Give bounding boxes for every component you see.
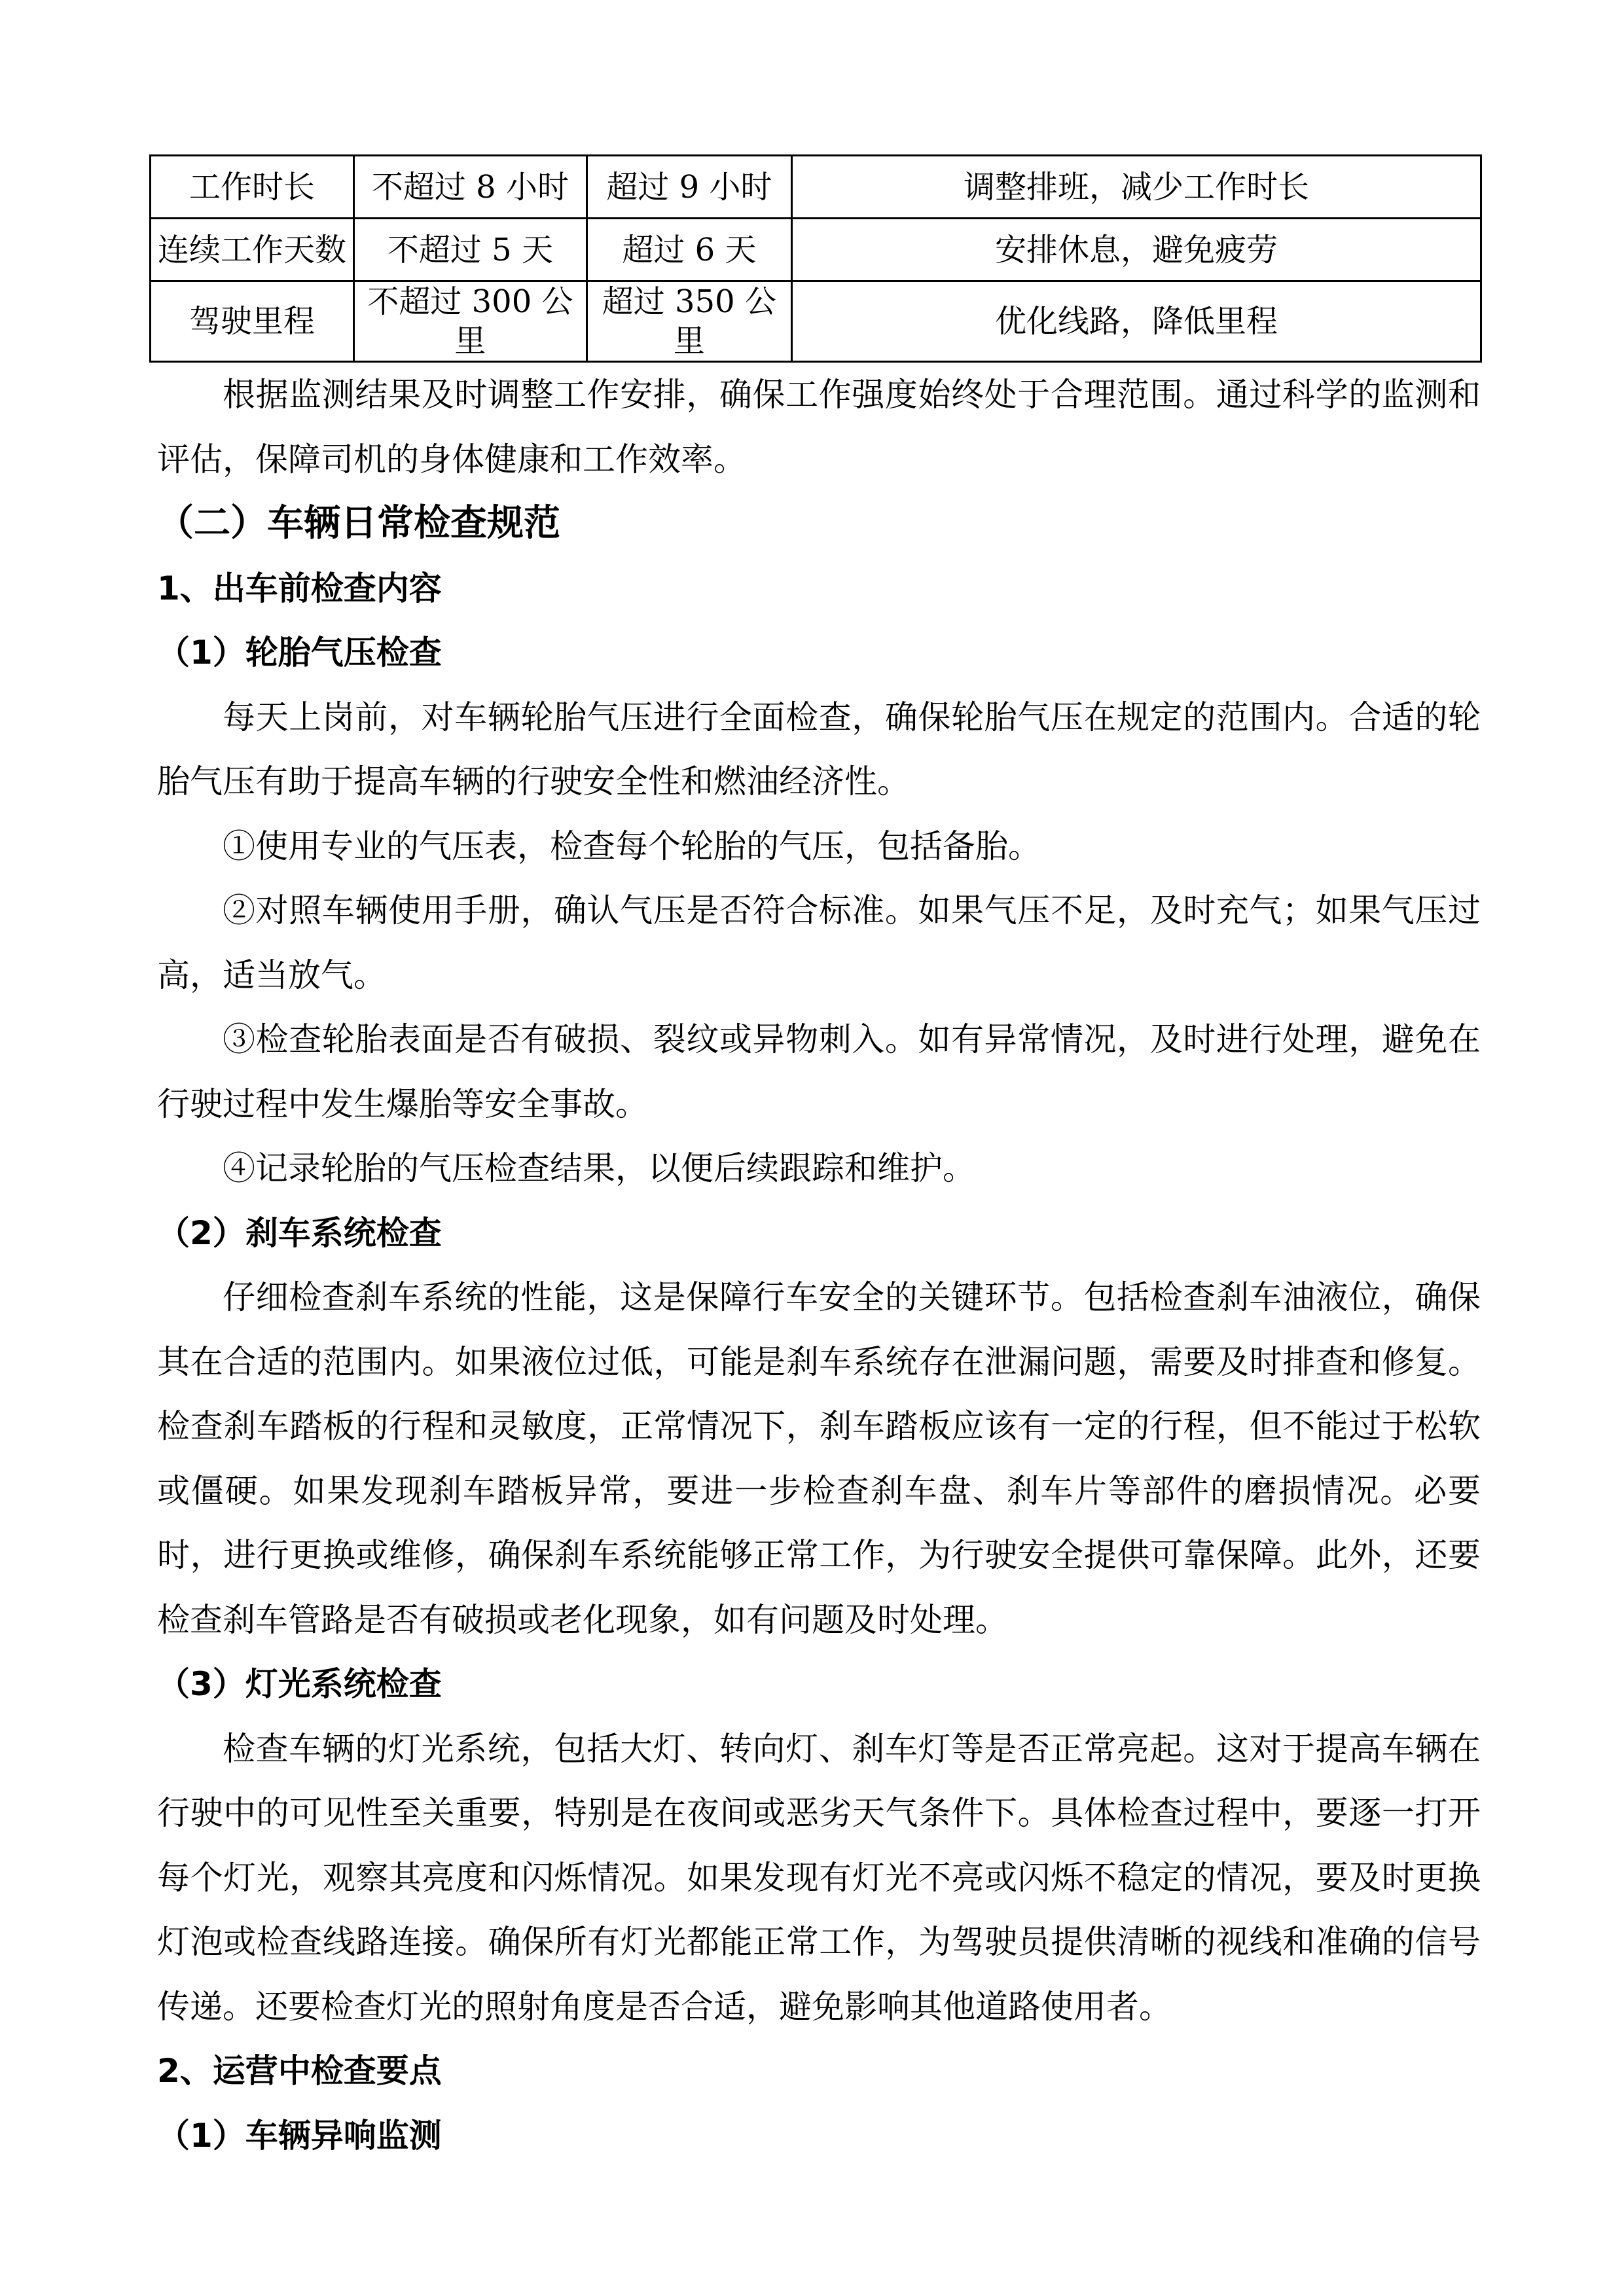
table-cell: 不超过 300 公里 (354, 281, 587, 362)
heading-noise-monitoring: （1）车辆异响监测 (157, 2116, 442, 2155)
table-cell: 工作时长 (151, 156, 354, 219)
subsection-in-operation: 2、运营中检查要点 (157, 2052, 442, 2090)
paragraph-tire-intro: 每天上岗前，对车辆轮胎气压进行全面检查，确保轮胎气压在规定的范围内。合适的轮胎气压有助于提高车辆的行驶安全性和燃油经济性。 (157, 698, 1481, 800)
list-item: ③检查轮胎表面是否有破损、裂纹或异物刺入。如有异常情况，及时进行处理，避免在行驶过程中发生爆胎等安全事故。 (157, 1020, 1481, 1123)
list-item: ④记录轮胎的气压检查结果，以便后续跟踪和维护。 (223, 1149, 975, 1187)
table-cell: 不超过 5 天 (354, 219, 587, 281)
table-cell: 不超过 8 小时 (354, 156, 587, 219)
work-intensity-table (149, 154, 1482, 363)
heading-brake-system: （2）刹车系统检查 (157, 1213, 442, 1252)
table-cell: 超过 6 天 (586, 219, 791, 281)
table-row (151, 219, 1481, 281)
table-cell: 调整排班，减少工作时长 (791, 156, 1481, 219)
list-item: ②对照车辆使用手册，确认气压是否符合标准。如果气压不足，及时充气；如果气压过高，适当放气。 (157, 891, 1481, 994)
table-row (151, 156, 1481, 219)
heading-tire-pressure: （1）轮胎气压检查 (157, 634, 442, 672)
list-item: ①使用专业的气压表，检查每个轮胎的气压，包括备胎。 (223, 827, 1041, 865)
table-row (151, 281, 1481, 362)
table-cell: 连续工作天数 (151, 219, 354, 281)
section-title: （二）车辆日常检查规范 (157, 502, 560, 545)
table-cell: 安排休息，避免疲劳 (791, 219, 1481, 281)
table-cell: 超过 9 小时 (586, 156, 791, 219)
table-cell: 优化线路，降低里程 (791, 281, 1481, 362)
heading-light-system: （3）灯光系统检查 (157, 1665, 442, 1703)
table-cell: 驾驶里程 (151, 281, 354, 362)
paragraph-light: 检查车辆的灯光系统，包括大灯、转向灯、刹车灯等是否正常亮起。这对于提高车辆在行驶中的可见性至关重要，特别是在夜间或恶劣天气条件下。具体检查过程中，要逐一打开每个灯光，观察其亮度和闪烁情况。如果发现有灯光不亮或闪烁不稳定的情况，要及时更换灯泡或检查线路连接。确保所有灯光都能正常工作，为驾驶员提供清晰的视线和准确的信号传递。还要检查灯光的照射角度是否合适，避免影响其他道路使用者。 (157, 1729, 1481, 2026)
document-page (157, 154, 1481, 2168)
subsection-pre-departure: 1、出车前检查内容 (157, 569, 442, 607)
paragraph-monitoring: 根据监测结果及时调整工作安排，确保工作强度始终处于合理范围。通过科学的监测和评估，保障司机的身体健康和工作效率。 (157, 376, 1481, 478)
paragraph-brake: 仔细检查刹车系统的性能，这是保障行车安全的关键环节。包括检查刹车油液位，确保其在合适的范围内。如果液位过低，可能是刹车系统存在泄漏问题，需要及时排查和修复。检查刹车踏板的行程和灵敏度，正常情况下，刹车踏板应该有一定的行程，但不能过于松软或僵硬。如果发现刹车踏板异常，要进一步检查刹车盘、刹车片等部件的磨损情况。必要时，进行更换或维修，确保刹车系统能够正常工作，为行驶安全提供可靠保障。此外，还要检查刹车管路是否有破损或老化现象，如有问题及时处理。 (157, 1278, 1481, 1639)
table-cell: 超过 350 公里 (586, 281, 791, 362)
